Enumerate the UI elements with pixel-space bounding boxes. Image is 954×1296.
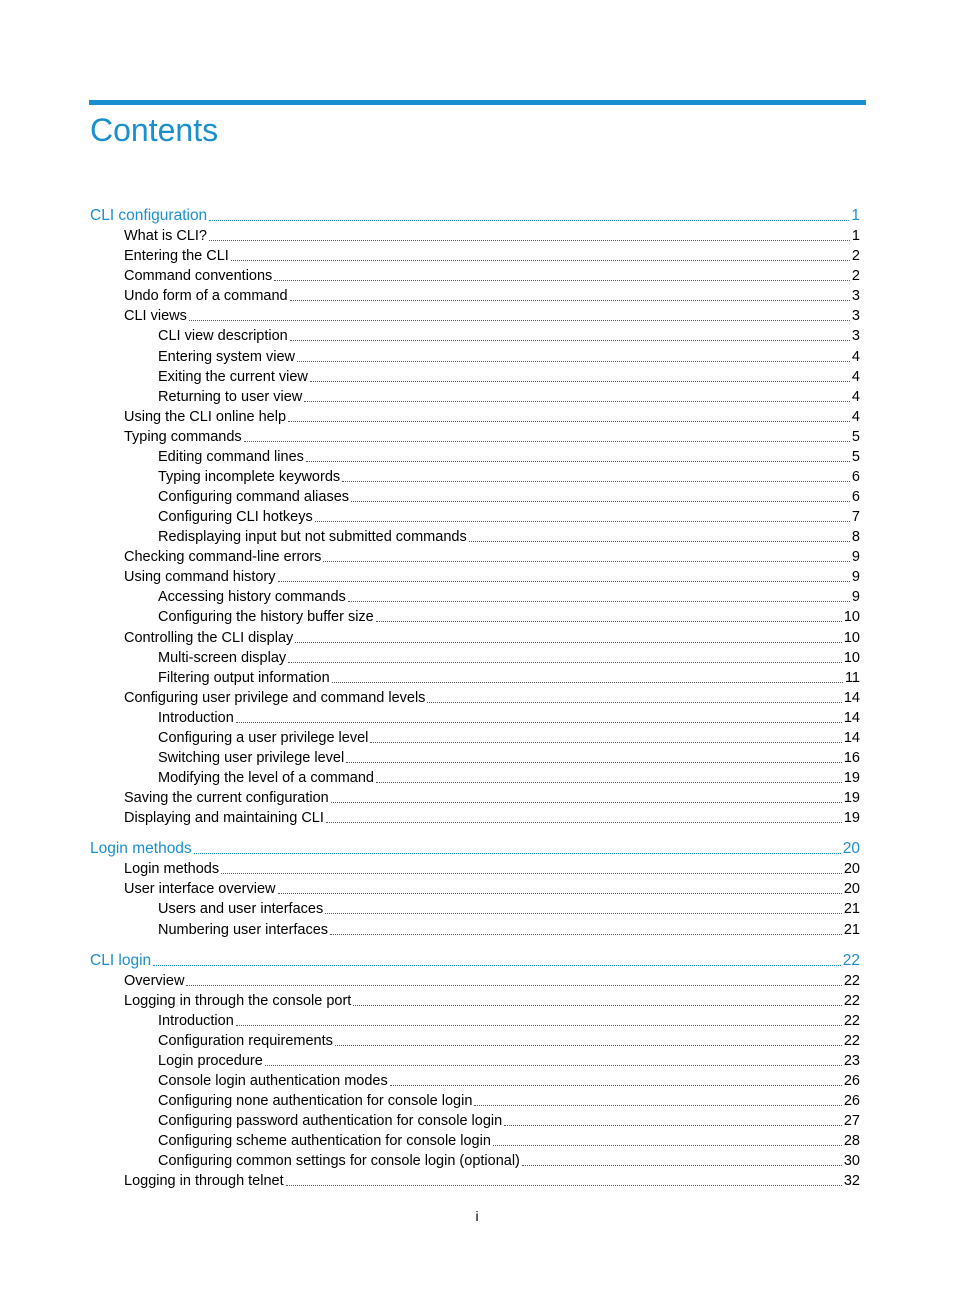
toc-entry-page: 6 [851,468,860,485]
toc-entry-label: Configuring scheme authentication for console login [158,1133,491,1150]
toc-entry[interactable] [124,407,860,427]
dot-leader [274,279,850,281]
toc-entry-label: Introduction [158,1012,234,1029]
toc-entry[interactable] [158,326,860,346]
toc-entry-page: 19 [843,770,860,786]
toc-entry-label: Configuring user privilege and command levels [124,689,426,706]
toc-entry-label: Editing command lines [158,448,304,465]
dot-leader [288,661,842,663]
dot-leader [265,1064,842,1066]
toc-entry-label: Displaying and maintaining CLI [124,810,324,827]
toc-entry[interactable] [158,467,860,487]
dot-leader [310,380,850,382]
dot-leader [493,1144,842,1146]
dot-leader [278,892,842,894]
toc-entry-page: 10 [843,609,860,626]
toc-entry[interactable] [124,567,860,587]
dot-leader [376,620,842,622]
toc-entry[interactable] [158,587,860,607]
toc-entry-label: Typing commands [124,428,242,445]
toc-entry-page: 9 [851,569,860,586]
toc-entry[interactable] [124,879,860,899]
toc-entry[interactable] [158,447,860,467]
header-rule [89,100,866,105]
toc-entry-label: Configuring none authentication for console login [158,1093,473,1109]
dot-leader [353,1004,842,1006]
toc-entry-page: 21 [843,921,860,938]
dot-leader [315,520,850,522]
toc-entry-page: 26 [843,1072,860,1089]
toc-entry[interactable] [158,527,860,547]
toc-entry[interactable] [124,688,860,708]
dot-leader [290,299,850,301]
toc-section-entry[interactable] [90,206,860,226]
toc-entry-label: Switching user privilege level [158,749,345,766]
dot-leader [332,681,843,683]
toc-entry[interactable] [158,920,860,940]
toc-entry-page: 16 [843,749,860,766]
dot-leader [297,360,850,362]
toc-entry-label: Logging in through the console port [124,992,352,1009]
toc-entry[interactable] [158,1131,860,1151]
toc-entry-page: 14 [843,689,860,706]
dot-leader [194,852,841,854]
toc-entry-label: Users and user interfaces [158,901,324,918]
dot-leader [323,560,849,562]
dot-leader [370,741,841,743]
dot-leader [278,580,850,582]
toc-entry-page: 5 [851,448,860,465]
toc-entry-label: Multi-screen display [158,649,287,666]
toc-entry-page: 5 [851,428,860,445]
toc-entry-label: User interface overview [124,881,276,898]
dot-leader [427,701,841,703]
toc-entry-label: Numbering user interfaces [158,921,329,938]
toc-entry-label: Using the CLI online help [124,408,287,425]
toc-entry[interactable] [124,788,860,808]
toc-entry-label: Entering system view [158,348,295,365]
toc-entry[interactable] [158,347,860,367]
toc-entry[interactable] [124,991,860,1011]
toc-entry[interactable] [124,306,860,326]
toc-entry[interactable] [158,1051,860,1071]
toc-entry[interactable] [158,748,860,768]
toc-entry[interactable] [158,367,860,387]
toc-entry-page: 22 [843,1032,860,1049]
dot-leader [331,801,842,803]
toc-entry-label: Modifying the level of a command [158,770,374,786]
toc-entry[interactable] [124,286,860,306]
toc-entry[interactable] [158,607,860,627]
toc-entry-label: CLI views [124,308,187,325]
toc-entry[interactable] [124,246,860,266]
dot-leader [236,1024,842,1026]
dot-leader [288,420,850,422]
toc-entry-label: Login procedure [158,1052,263,1069]
toc-entry[interactable] [124,808,860,828]
toc-entry-label: CLI configuration [90,207,208,224]
toc-entry-label: Entering the CLI [124,248,229,265]
toc-entry-page: 23 [843,1052,860,1069]
page-number: i [475,1208,479,1224]
toc-entry-page: 22 [843,972,860,989]
toc-entry-label: Configuring a user privilege level [158,729,369,746]
toc-entry-label: Exiting the current view [158,368,308,385]
toc-entry-page: 19 [843,790,860,806]
dot-leader [376,781,842,783]
toc-entry-page: 27 [843,1113,860,1130]
toc-entry-label: Overview [124,972,185,989]
toc-entry[interactable] [124,1171,860,1191]
dot-leader [348,600,850,602]
dot-leader [189,319,850,321]
toc-entry-page: 1 [851,228,860,245]
dot-leader [522,1164,842,1166]
toc-entry[interactable] [124,427,860,447]
toc-entry-page: 22 [842,951,860,969]
toc-entry[interactable] [158,387,860,407]
toc-entry-page: 4 [851,348,860,365]
dot-leader [306,460,850,462]
dot-leader [325,912,842,914]
toc-entry-page: 2 [851,248,860,265]
toc-entry-label: Configuration requirements [158,1032,333,1049]
toc-entry-page: 4 [851,388,860,405]
dot-leader [221,872,842,874]
toc-entry[interactable] [158,1151,860,1171]
toc-entry-page: 20 [843,881,860,898]
toc-entry-page: 26 [843,1093,860,1109]
toc-entry-label: Configuring command aliases [158,489,350,505]
toc-entry[interactable] [158,507,860,527]
toc-entry-page: 32 [843,1173,860,1190]
toc-entry-page: 22 [843,1012,860,1029]
toc-entry-page: 3 [851,288,860,305]
toc-entry-label: Undo form of a command [124,288,288,305]
toc-entry-label: What is CLI? [124,228,207,245]
toc-entry[interactable] [158,1031,860,1051]
toc-entry-label: Typing incomplete keywords [158,468,341,485]
toc-entry-label: Configuring common settings for console login (optional) [158,1153,520,1170]
toc-entry[interactable] [158,1011,860,1031]
toc-entry-page: 22 [843,992,860,1009]
toc-entry[interactable] [124,266,860,286]
toc-entry-page: 20 [843,861,860,878]
toc-entry-page: 3 [851,308,860,325]
dot-leader [209,219,849,221]
dot-leader [209,239,850,241]
toc-entry[interactable] [158,668,860,688]
toc-entry-page: 21 [843,901,860,918]
toc-entry-page: 30 [843,1153,860,1170]
toc-entry-page: 11 [844,669,860,686]
toc-entry-label: Controlling the CLI display [124,629,294,646]
dot-leader [236,721,842,723]
toc-entry-label: Console login authentication modes [158,1072,388,1089]
toc-entry-label: Redisplaying input but not submitted commands [158,529,467,546]
dot-leader [504,1124,842,1126]
toc-entry-label: Login methods [124,861,220,878]
toc-entry[interactable] [124,859,860,879]
toc-entry-page: 28 [843,1133,860,1150]
toc-entry-page: 6 [851,489,860,505]
dot-leader [335,1044,842,1046]
toc-entry-page: 7 [851,509,860,525]
toc-entry[interactable] [124,226,860,246]
toc-entry-label: Returning to user view [158,388,303,405]
toc-section-entry[interactable] [90,951,860,971]
dot-leader [286,1184,842,1186]
toc-entry-label: Introduction [158,709,234,726]
toc-entry[interactable] [158,1111,860,1131]
toc-entry-label: Configuring CLI hotkeys [158,509,313,525]
toc-entry-page: 3 [851,328,860,345]
toc-entry-page: 4 [851,368,860,385]
dot-leader [295,641,842,643]
dot-leader [231,259,850,261]
toc-entry-page: 19 [843,810,860,827]
toc-entry[interactable] [158,1071,860,1091]
toc-entry-label: Command conventions [124,268,273,285]
toc-entry-label: Configuring the history buffer size [158,609,374,626]
dot-leader [469,540,850,542]
toc-entry-label: CLI view description [158,328,288,345]
dot-leader [244,440,850,442]
toc-entry[interactable] [124,628,860,648]
toc-entry-page: 9 [851,549,860,566]
toc-entry-label: Using command history [124,569,276,586]
toc-entry-label: Login methods [90,840,192,858]
toc-entry-label: Checking command-line errors [124,549,322,566]
dot-leader [390,1084,842,1086]
dot-leader [326,821,842,823]
toc-entry-label: CLI login [90,951,152,969]
toc-entry[interactable] [158,899,860,919]
dot-leader [346,761,842,763]
toc-entry-label: Configuring password authentication for console login [158,1113,503,1130]
toc-section-entry[interactable] [90,839,860,859]
toc-entry-label: Saving the current configuration [124,790,329,806]
toc-entry[interactable] [124,547,860,567]
toc-entry-page: 20 [842,840,860,858]
toc-entry-label: Accessing history commands [158,589,346,606]
toc-entry-page: 8 [851,529,860,546]
dot-leader [342,480,850,482]
toc-entry[interactable] [158,648,860,668]
toc-entry[interactable] [158,708,860,728]
toc-entry-page: 10 [843,649,860,666]
toc-entry-label: Filtering output information [158,669,330,686]
dot-leader [153,964,841,966]
toc-entry-page: 1 [851,207,860,224]
toc-entry[interactable] [158,487,860,507]
toc-entry[interactable] [158,728,860,748]
toc-entry-label: Logging in through telnet [124,1173,284,1190]
toc-entry-page: 4 [851,408,860,425]
toc-entry-page: 14 [843,709,860,726]
toc-entry[interactable] [124,971,860,991]
dot-leader [330,933,842,935]
dot-leader [290,339,850,341]
dot-leader [351,500,850,502]
toc-entry-page: 2 [851,268,860,285]
toc-entry-page: 10 [843,629,860,646]
dot-leader [186,984,841,986]
page-title: Contents [90,112,219,148]
dot-leader [474,1104,841,1106]
toc-entry[interactable] [158,768,860,788]
toc-entry-page: 14 [843,729,860,746]
toc-entry-page: 9 [851,589,860,606]
toc-entry[interactable] [158,1091,860,1111]
dot-leader [304,400,850,402]
